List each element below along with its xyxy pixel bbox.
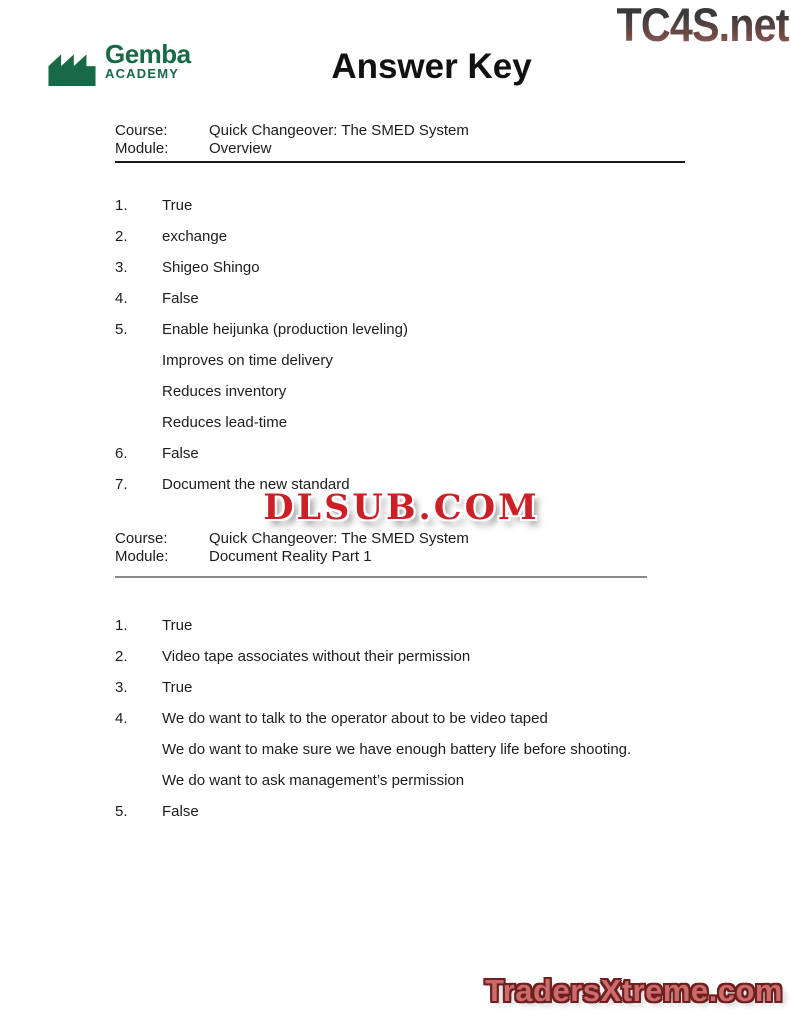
answer-row: [115, 741, 687, 759]
answer-row: [115, 772, 687, 790]
answer-row: [115, 679, 687, 697]
module-value: Overview: [209, 140, 272, 157]
answer-row: [115, 197, 687, 215]
answer-number: [115, 414, 162, 432]
logo-name: Gemba: [105, 39, 191, 69]
answer-row: [115, 414, 687, 432]
module-label: Module:: [115, 548, 169, 565]
answer-row: [115, 803, 687, 821]
answer-text: True: [162, 197, 193, 214]
course-value: Quick Changeover: The SMED System: [209, 122, 469, 139]
answer-text: exchange: [162, 228, 228, 245]
module-row: [115, 140, 687, 158]
section-header: [115, 122, 687, 158]
answer-row: [115, 648, 687, 666]
answer-text: Improves on time delivery: [162, 352, 333, 369]
answer-text: Enable heijunka (production leveling): [162, 321, 408, 338]
answer-list: [115, 617, 687, 821]
module-row: [115, 548, 687, 566]
answer-row: [115, 710, 687, 728]
answer-number: 5.: [115, 321, 128, 338]
module-value: Document Reality Part 1: [209, 548, 372, 565]
course-label: Course:: [115, 122, 168, 139]
answer-text: Video tape associates without their permission: [162, 648, 471, 665]
section-divider: [115, 576, 647, 578]
answer-number: 1.: [115, 197, 128, 214]
watermark-tradersxtreme: TradersXtreme.com: [485, 973, 783, 1008]
course-row: [115, 122, 687, 140]
answer-number: 3.: [115, 259, 128, 276]
answer-text: We do want to talk to the operator about to be video taped: [162, 710, 548, 727]
answer-text: True: [162, 617, 193, 634]
watermark-dlsub: DLSUB.COM: [263, 487, 540, 528]
module-label: Module:: [115, 140, 169, 157]
answer-number: [115, 383, 162, 401]
answer-number: 4.: [115, 710, 128, 727]
answer-row: [115, 352, 687, 370]
answer-text: Reduces lead-time: [162, 414, 288, 431]
page-title: Answer Key: [331, 49, 532, 86]
answer-row: [115, 321, 687, 339]
course-value: Quick Changeover: The SMED System: [209, 530, 469, 547]
answer-text: True: [162, 679, 193, 696]
answer-section: [115, 122, 687, 507]
answer-row: [115, 259, 687, 277]
answer-text: We do want to make sure we have enough battery life before shooting.: [162, 741, 632, 758]
answer-text: False: [162, 803, 199, 820]
answer-text: Reduces inventory: [162, 383, 287, 400]
answer-row: [115, 228, 687, 246]
answer-number: 2.: [115, 228, 128, 245]
answer-text: We do want to ask management’s permission: [162, 772, 465, 789]
title-container: [0, 49, 791, 86]
course-row: [115, 530, 687, 548]
answer-number: 7.: [115, 476, 128, 493]
answer-text: False: [162, 445, 199, 462]
answer-number: [115, 772, 162, 790]
answer-list: [115, 197, 687, 494]
answer-number: 2.: [115, 648, 128, 665]
logo-subtitle: ACADEMY: [105, 66, 180, 81]
course-label: Course:: [115, 530, 168, 547]
section-divider: [115, 161, 685, 163]
answer-number: 3.: [115, 679, 128, 696]
answer-number: 5.: [115, 803, 128, 820]
answer-text: Shigeo Shingo: [162, 259, 260, 276]
answer-number: [115, 352, 162, 370]
answer-number: [115, 741, 162, 759]
answer-number: 6.: [115, 445, 128, 462]
answer-text: Document the new standard: [162, 476, 350, 493]
answer-number: 4.: [115, 290, 128, 307]
watermark-tc4s: TC4S.net: [616, 0, 789, 51]
answer-text: False: [162, 290, 199, 307]
answer-row: [115, 383, 687, 401]
answer-number: 1.: [115, 617, 128, 634]
answer-row: [115, 445, 687, 463]
section-header: [115, 530, 687, 566]
answer-row: [115, 617, 687, 635]
answer-row: [115, 290, 687, 308]
answer-section: [115, 530, 687, 834]
